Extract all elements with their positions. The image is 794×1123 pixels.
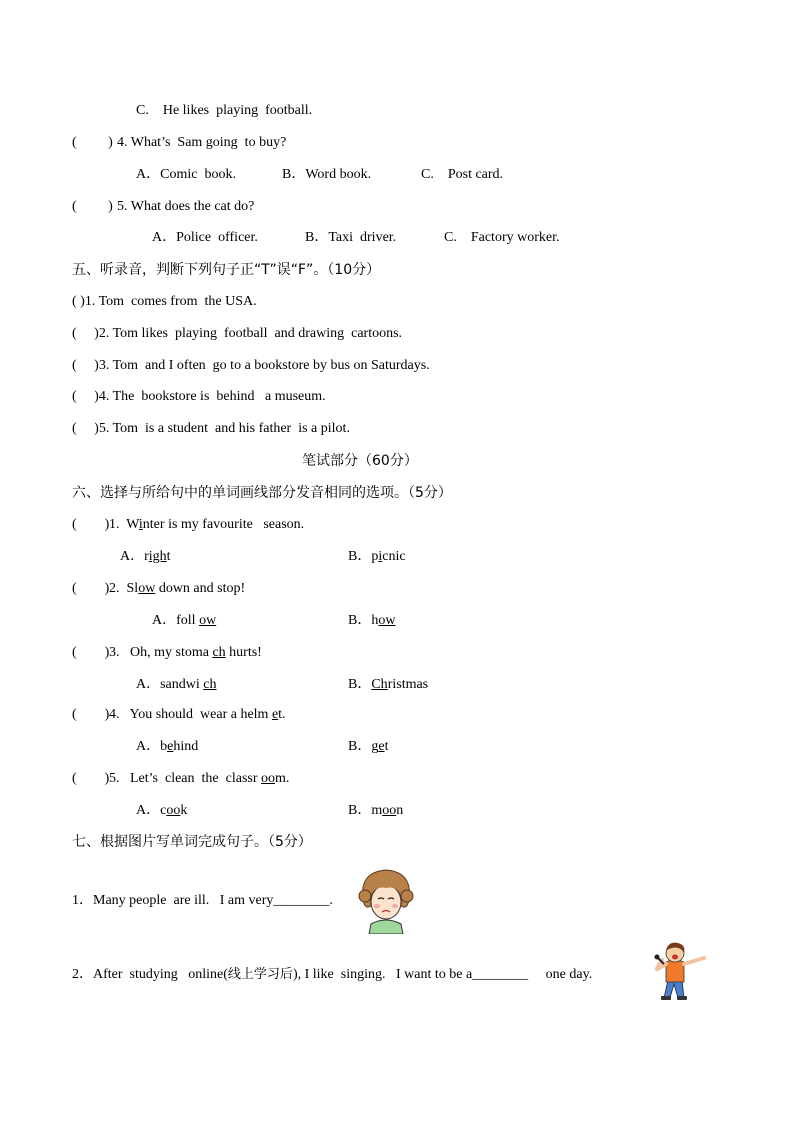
s6-q2-option-b: B．how	[348, 613, 396, 628]
section5-title: 五、听录音，判断下列句子正“T”误“F”。（10分）	[72, 262, 381, 278]
s6-q3-option-b: B．Christmas	[348, 677, 429, 692]
s6-q3-option-a: A．sandwi ch	[136, 677, 217, 692]
s6-q5-blank[interactable]: ( )	[72, 771, 110, 786]
q4-option-c: C. Post card.	[421, 167, 504, 182]
s6-q2-blank[interactable]: ( )	[72, 581, 110, 596]
q5-option-c: C. Factory worker.	[444, 230, 560, 245]
s5-item-3[interactable]: ( )3. Tom and I often go to a bookstore by bus on Saturdays.	[72, 358, 430, 373]
s6-q5-sentence: 5. Let’s clean the classr oom.	[109, 771, 290, 786]
s6-q5-option-b: B．moon	[348, 803, 404, 818]
q4-option-b: B．Word book.	[282, 167, 372, 182]
q3-option-c: C. He likes playing football.	[136, 103, 313, 118]
section7-title: 七、根据图片写单词完成句子。（5分）	[72, 834, 312, 850]
s6-q3-sentence: 3. Oh, my stoma ch hurts!	[109, 645, 262, 660]
q5-option-b: B．Taxi driver.	[305, 230, 397, 245]
s7-q2-sentence[interactable]: 2．After studying online(线上学习后), I like singing. I want to be a________ one day.	[72, 967, 593, 982]
s6-q4-option-a: A．behind	[136, 739, 199, 754]
s6-q4-option-b: B．get	[348, 739, 389, 754]
s6-q4-sentence: 4. You should wear a helm et.	[109, 707, 286, 722]
s5-item-4[interactable]: ( )4. The bookstore is behind a museum.	[72, 389, 326, 404]
singing-boy-picture	[646, 940, 712, 1002]
written-part-title: 笔试部分（60分）	[302, 453, 418, 469]
s6-q1-sentence: 1. Winter is my favourite season.	[109, 517, 305, 532]
section6-title: 六、选择与所给句中的单词画线部分发音相同的选项。（5分）	[72, 485, 452, 501]
sick-girl-picture	[357, 866, 415, 934]
s6-q1-option-a: A．right	[120, 549, 171, 564]
s6-q1-blank[interactable]: ( )	[72, 517, 110, 532]
s6-q2-sentence: 2. Slow down and stop!	[109, 581, 246, 596]
q4-option-a: A．Comic book.	[136, 167, 236, 182]
s6-q5-option-a: A．cook	[136, 803, 188, 818]
q5-question: 5. What does the cat do?	[117, 199, 255, 214]
s5-item-2[interactable]: ( )2. Tom likes playing football and drawing cartoons.	[72, 326, 403, 341]
q5-option-a: A．Police officer.	[152, 230, 258, 245]
s6-q4-blank[interactable]: ( )	[72, 707, 110, 722]
s5-item-1[interactable]: ( )1. Tom comes from the USA.	[72, 294, 257, 309]
s7-q1-sentence[interactable]: 1．Many people are ill. I am very________.	[72, 893, 333, 908]
q4-question: 4. What’s Sam going to buy?	[117, 135, 287, 150]
s6-q3-blank[interactable]: ( )	[72, 645, 110, 660]
s6-q2-option-a: A．foll ow	[152, 613, 217, 628]
q5-answer-blank[interactable]: ( )	[72, 199, 113, 214]
s6-q1-option-b: B．picnic	[348, 549, 406, 564]
q4-answer-blank[interactable]: ( )	[72, 135, 113, 150]
s5-item-5[interactable]: ( )5. Tom is a student and his father is a pilot.	[72, 421, 350, 436]
